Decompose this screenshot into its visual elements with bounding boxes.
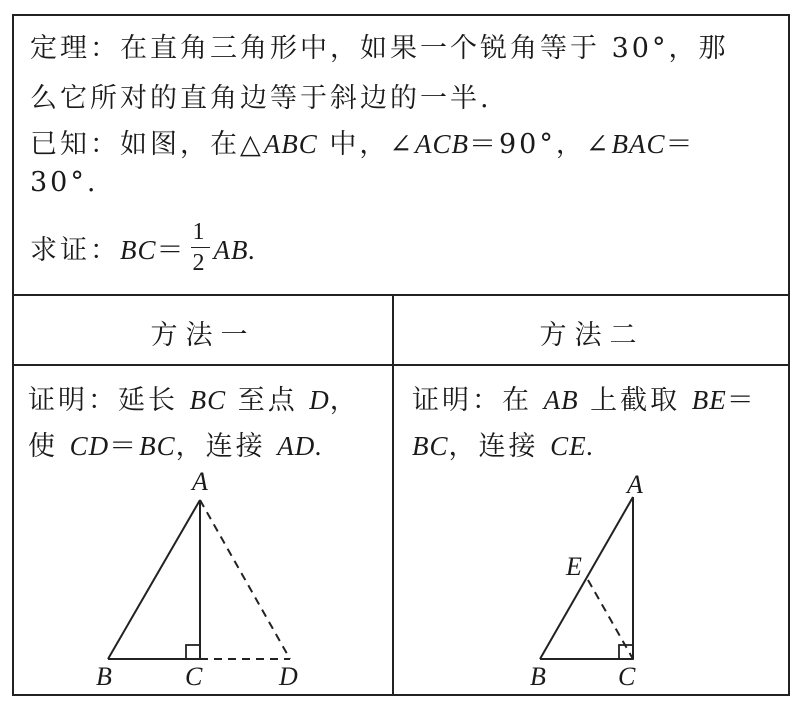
prove-line: 求证：BC＝ $\frac{1}{2}$ AB. xyxy=(30,219,257,276)
label-C-2: C xyxy=(618,662,636,691)
label-A-2: A xyxy=(627,470,643,499)
label-A-1: A xyxy=(192,467,208,496)
method1-header: 方法一 xyxy=(150,320,256,351)
label-C-1: C xyxy=(185,662,203,691)
given-line-2: 30°. xyxy=(30,167,99,198)
given-line-1: 已知：如图，在△ABC 中，∠ACB＝90°，∠BAC＝ xyxy=(30,129,696,160)
label-B-1: B xyxy=(96,662,112,691)
theorem-line-1: 定理：在直角三角形中，如果一个锐角等于 30°，那 xyxy=(30,33,729,64)
method1-line-2: 使 CD＝BC，连接 AD. xyxy=(28,431,323,462)
label-E-2: E xyxy=(566,552,582,581)
label-D-1: D xyxy=(279,662,298,691)
method2-line-1: 证明：在 AB 上截取 BE＝ xyxy=(412,385,757,416)
fraction-one-half: $\frac{1}{2}$ xyxy=(192,219,208,276)
method2-line-2: BC，连接 CE. xyxy=(412,431,595,462)
method1-line-1: 证明：延长 BC 至点 D， xyxy=(28,385,360,416)
label-B-2: B xyxy=(530,662,546,691)
theorem-line-2: 么它所对的直角边等于斜边的一半. xyxy=(30,83,492,114)
method2-header: 方法二 xyxy=(539,320,645,351)
segment-CE-dashed xyxy=(588,580,633,659)
